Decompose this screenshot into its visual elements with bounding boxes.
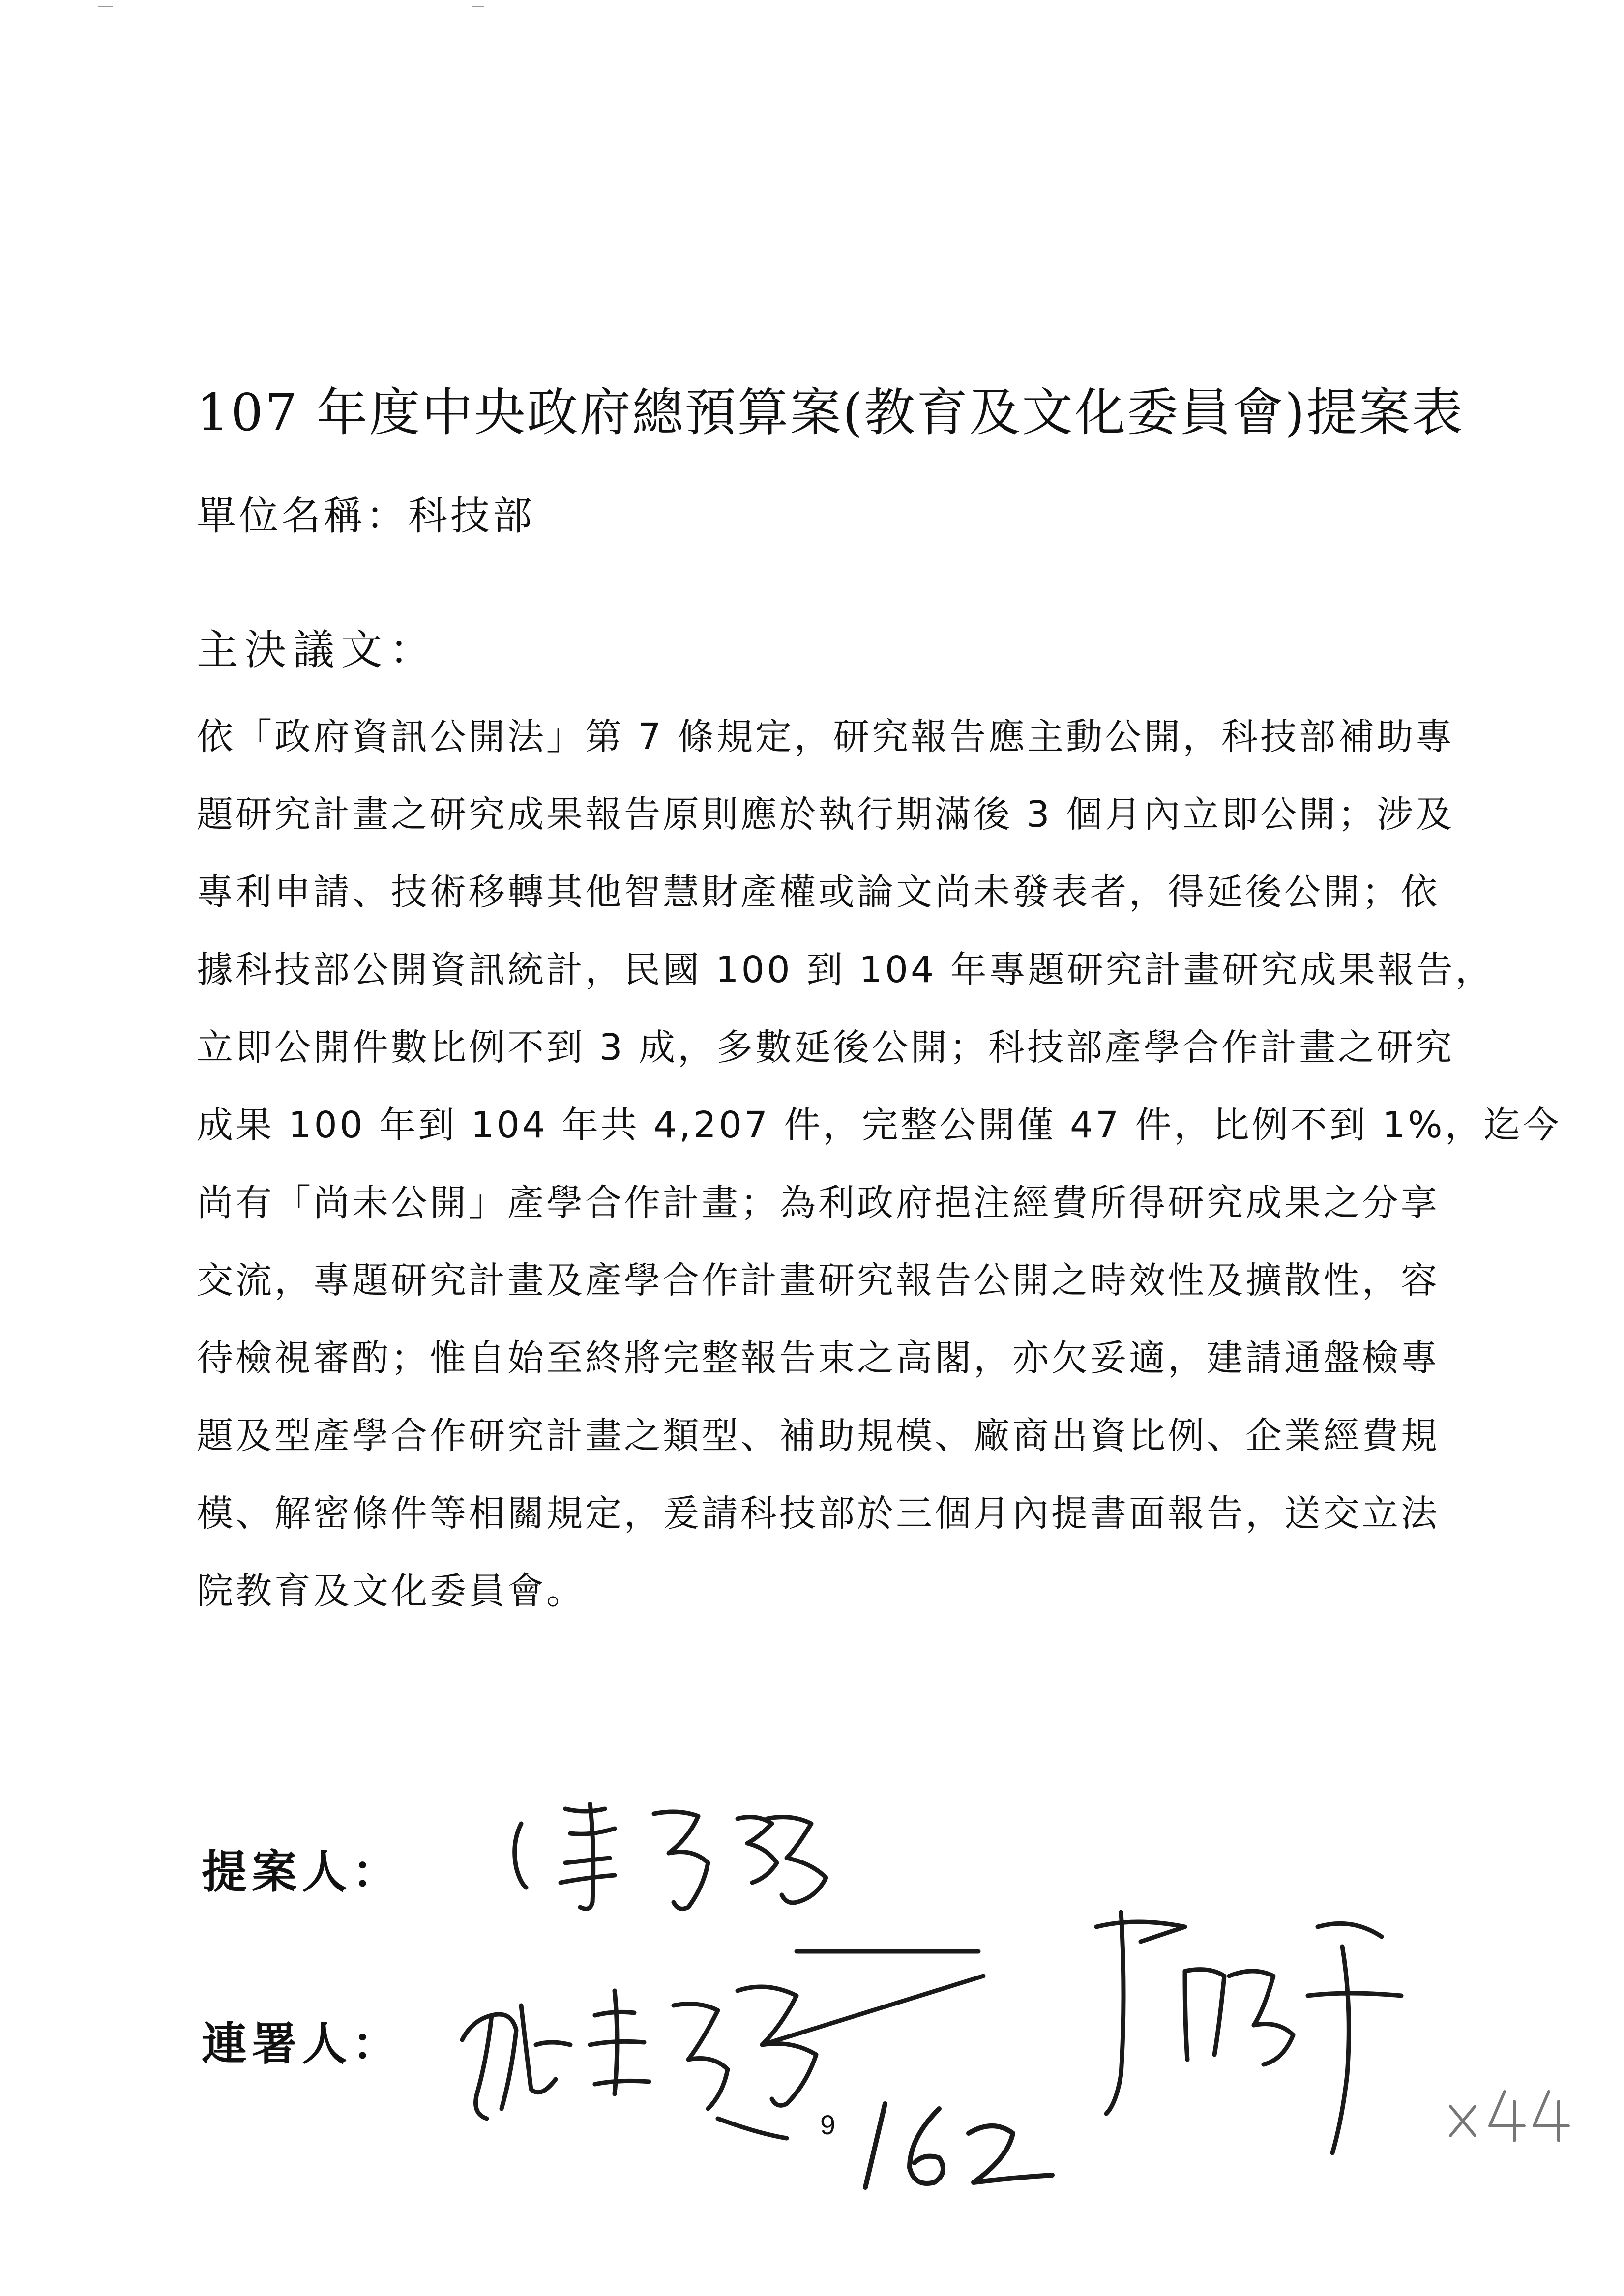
proposer-label: 提案人：: [202, 1846, 403, 1898]
resolution-body: [197, 698, 1562, 1630]
body-line: 院教育及文化委員會。: [197, 1570, 585, 1612]
body-line: 題研究計畫之研究成果報告原則應於執行期滿後 3 個月內立即公開；涉及: [197, 793, 1455, 836]
body-line: 模、解密條件等相關規定，爰請科技部於三個月內提書面報告，送交立法: [197, 1492, 1440, 1535]
body-line: 尚有「尚未公開」產學合作計畫；為利政府挹注經費所得研究成果之分享: [197, 1182, 1440, 1224]
page-number: 9: [820, 2109, 836, 2140]
unit-value: 科技部: [408, 493, 535, 539]
body-line: 據科技部公開資訊統計，民國 100 到 104 年專題研究計畫研究成果報告，: [197, 949, 1494, 991]
body-line: 交流，專題研究計畫及產學合作計畫研究報告公開之時效性及擴散性，容: [197, 1259, 1440, 1302]
body-line: 專利申請、技術移轉其他智慧財產權或論文尚未發表者，得延後公開；依: [197, 871, 1440, 913]
body-line: 立即公開件數比例不到 3 成，多數延後公開；科技部產學合作計畫之研究: [197, 1026, 1455, 1069]
proposer-signature: [492, 1789, 875, 1917]
page-title: 107 年度中央政府總預算案(教育及文化委員會)提案表: [197, 382, 1464, 442]
unit-line: [197, 484, 535, 541]
scan-artifact: [472, 6, 484, 7]
body-line: 題及型產學合作研究計畫之類型、補助規模、廠商出資比例、企業經費規: [197, 1415, 1440, 1457]
cosigner-signature: [1087, 1897, 1441, 2173]
scan-artifact: [98, 6, 113, 7]
cosigner-label: 連署人：: [202, 2018, 403, 2070]
handwritten-number: [856, 2089, 1072, 2197]
body-line: 待檢視審酌；惟自始至終將完整報告束之高閣，亦欠妥適，建請通盤檢專: [197, 1337, 1440, 1379]
body-line: 成果 100 年到 104 年共 4,207 件，完整公開僅 47 件，比例不到 1%，迄今: [197, 1104, 1562, 1146]
unit-label: 單位名稱：: [197, 493, 408, 539]
body-line: 依「政府資訊公開法」第 7 條規定，研究報告應主動公開，科技部補助專: [197, 716, 1455, 758]
resolution-heading: 主決議文：: [197, 626, 438, 674]
corner-mark: [1441, 2077, 1588, 2155]
